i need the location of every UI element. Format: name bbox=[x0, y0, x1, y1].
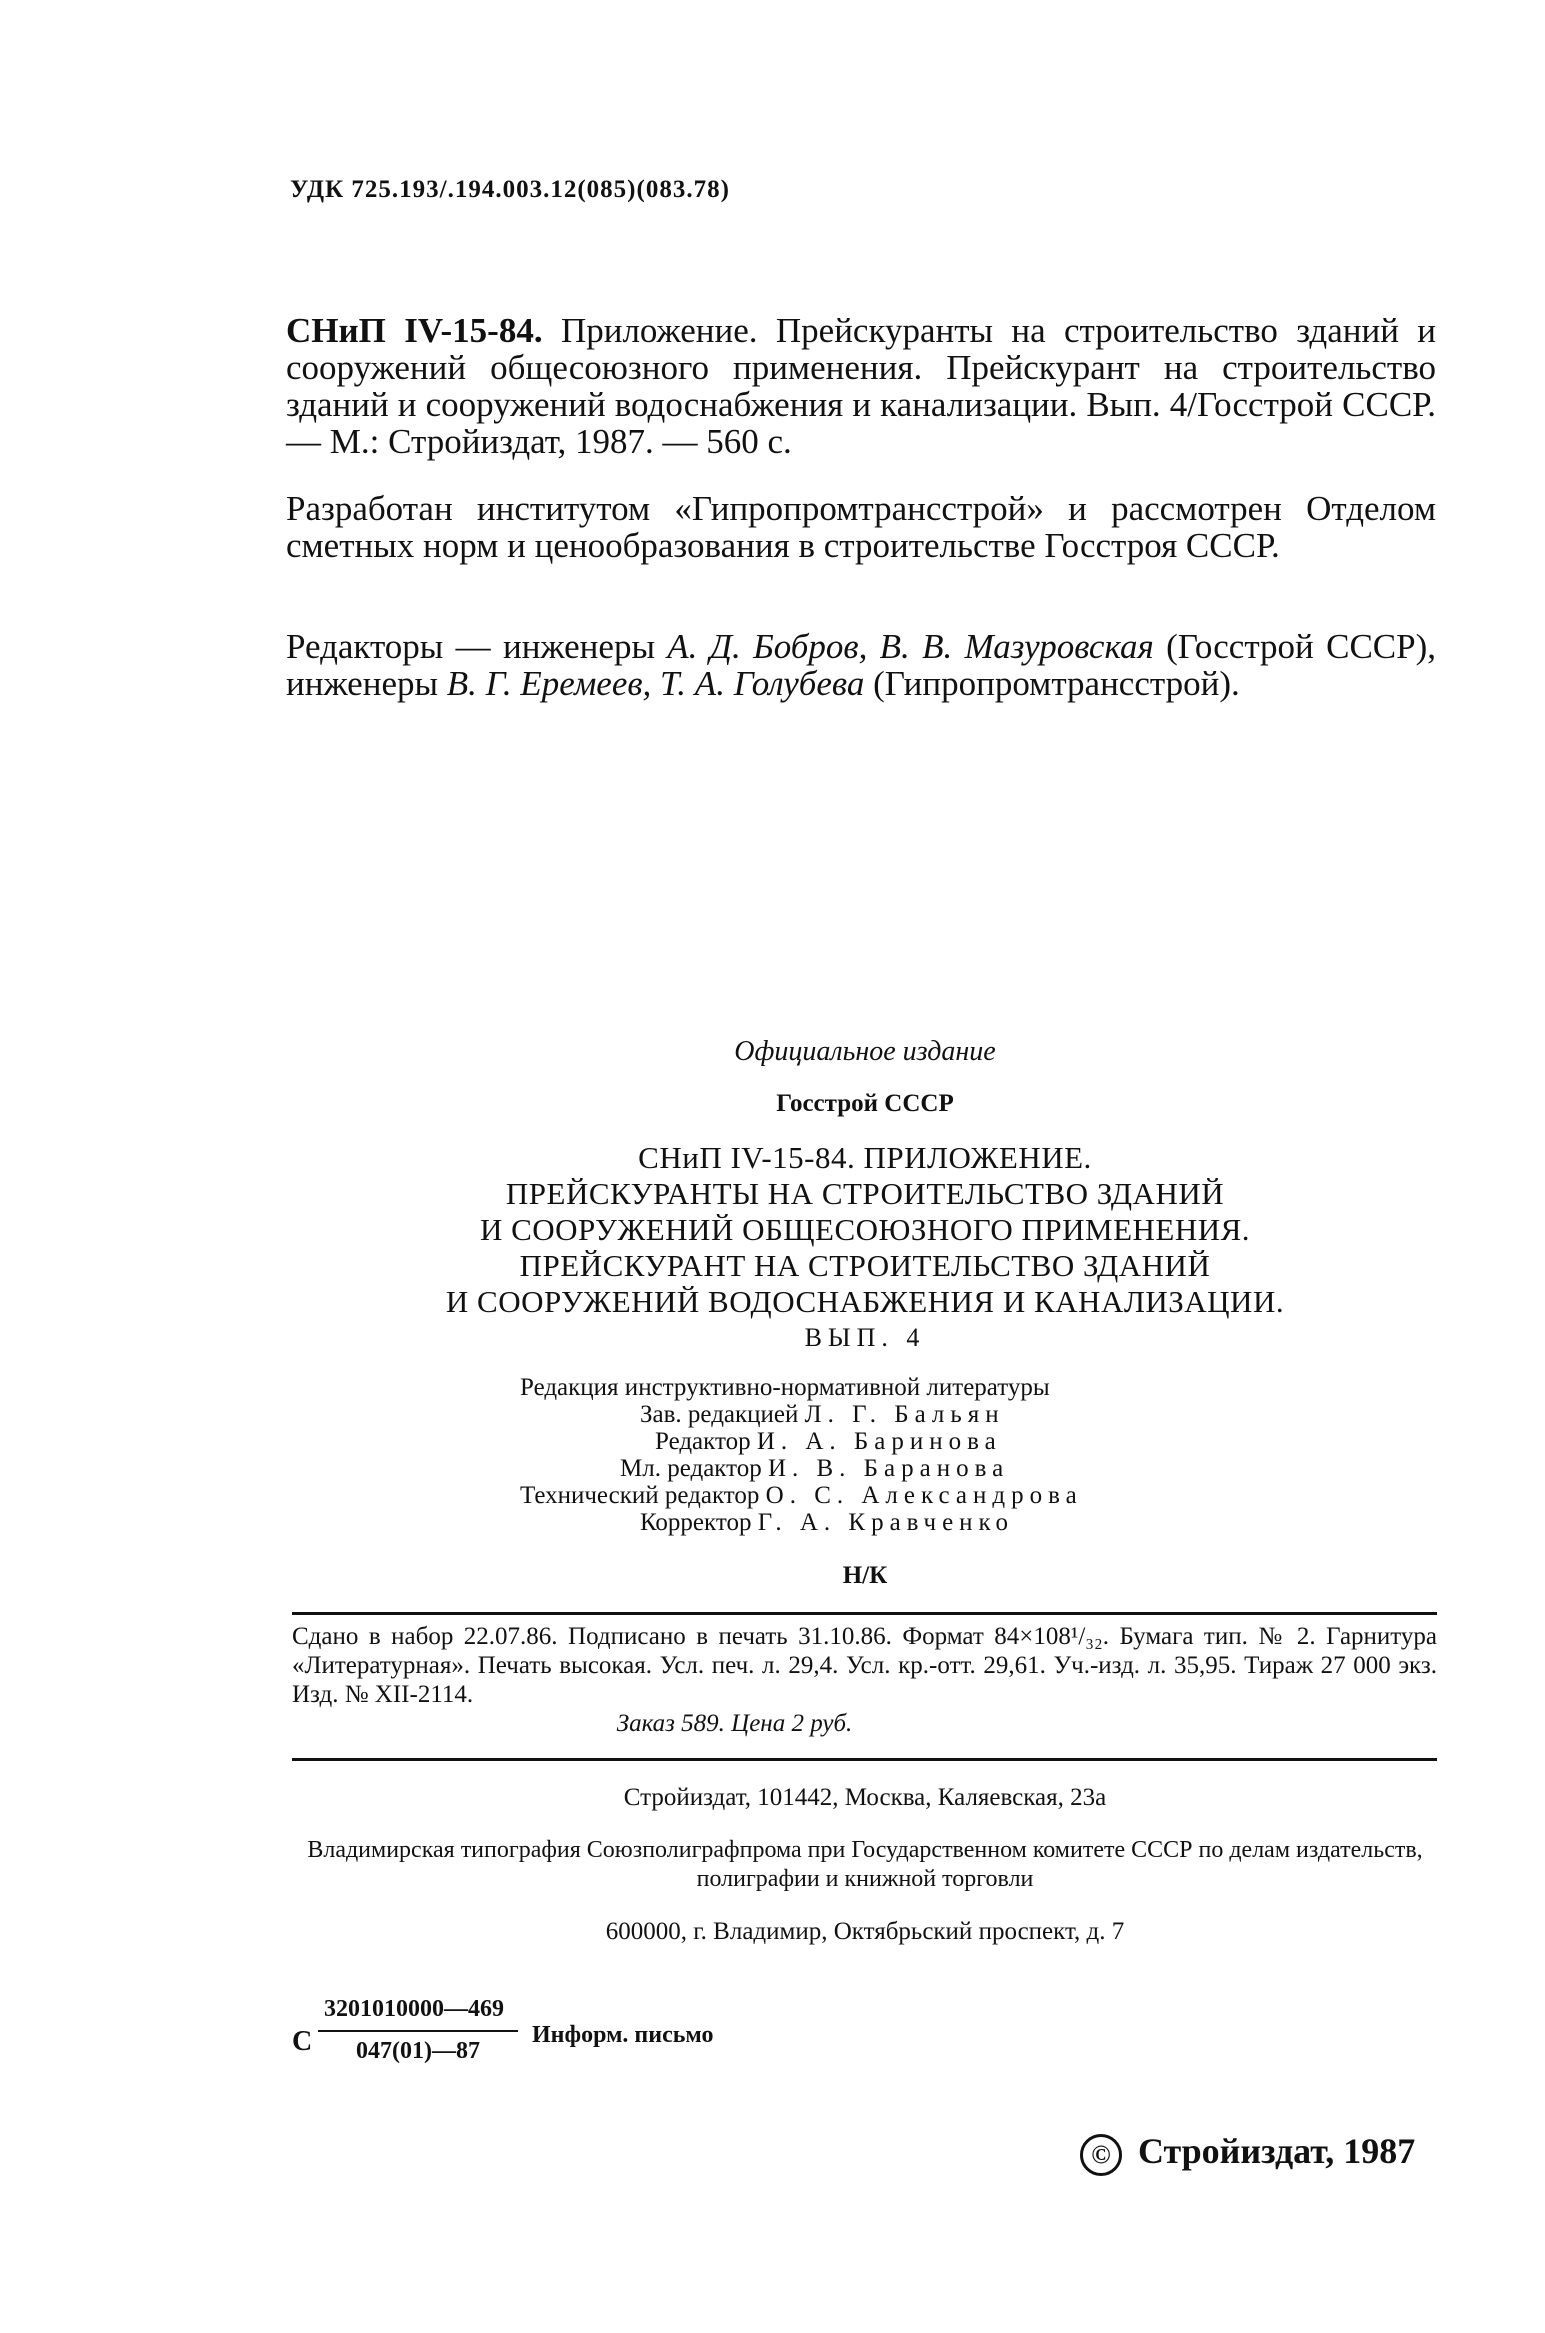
official-edition-label: Официальное издание bbox=[734, 1036, 996, 1067]
bibliographic-text: Приложение. Прейскуранты на строительство зданий и сооружений общесоюзного применения. Прейскурант на строительство зданий и сооружений водоснабжения и канализации. Вып. 4/Госстрой СССР. — М.: Стройиздат, 1987. — 560 с. bbox=[286, 311, 1436, 461]
role-label: Технический редактор bbox=[520, 1482, 760, 1509]
divider-bottom bbox=[292, 1758, 1437, 1761]
copyright bbox=[1080, 2130, 1415, 2176]
person-name: Г. А. Кравченко bbox=[757, 1509, 1014, 1536]
developer-statement: Разработан институтом «Гипропромтрансстрой» и рассмотрен Отделом сметных норм и ценообразования в строительстве Госстроя СССР. bbox=[286, 489, 1436, 565]
corrector bbox=[520, 1509, 1240, 1536]
printing-house: Владимирская типография Союзполиграфпрома при Государственном комитете СССР по делам издательств, полиграфии и книжной торговли bbox=[307, 1837, 1423, 1892]
imprint-details bbox=[292, 1622, 1437, 1738]
role-label: Мл. редактор bbox=[620, 1455, 762, 1482]
nk-mark: Н/К bbox=[842, 1562, 888, 1589]
editors-suffix: (Гипропромтрансстрой). bbox=[873, 664, 1240, 703]
copyright-text: Стройиздат, 1987 bbox=[1138, 2131, 1416, 2171]
role-label: Корректор bbox=[640, 1509, 752, 1536]
technical-editor bbox=[520, 1482, 1240, 1509]
classification-code bbox=[292, 1996, 812, 2086]
divider-top bbox=[292, 1612, 1437, 1615]
gosstroi-label: Госстрой СССР bbox=[776, 1090, 954, 1117]
copyright-icon: © bbox=[1080, 2134, 1122, 2176]
code-note: Информ. письмо bbox=[532, 2022, 714, 2048]
fraction-line bbox=[318, 2030, 518, 2032]
person-name: И. В. Баранова bbox=[767, 1455, 1010, 1482]
udk-code: УДК 725.193/.194.003.12(085)(083.78) bbox=[290, 176, 730, 203]
role-label: Редактор bbox=[655, 1428, 751, 1455]
bibliographic-description bbox=[286, 312, 1436, 460]
title-line: ПРЕЙСКУРАНТЫ НА СТРОИТЕЛЬСТВО ЗДАНИЙ bbox=[505, 1176, 1225, 1211]
code-letter: С bbox=[292, 2026, 313, 2057]
title-line: СНиП IV-15-84. ПРИЛОЖЕНИЕ. bbox=[638, 1140, 1092, 1175]
publisher-address: Стройиздат, 101442, Москва, Каляевская, 23а bbox=[623, 1784, 1107, 1811]
editors-names-2: В. Г. Еремеев, Т. А. Голубева bbox=[446, 664, 865, 703]
order-price: Заказ 589. Цена 2 руб. bbox=[616, 1710, 853, 1737]
role-label: Зав. редакцией bbox=[640, 1401, 799, 1428]
editors-statement bbox=[286, 628, 1436, 702]
editorial-staff bbox=[520, 1374, 1240, 1536]
issue-number: ВЫП. 4 bbox=[804, 1323, 926, 1352]
person-name: Л. Г. Бальян bbox=[804, 1401, 1005, 1428]
editors-prefix: Редакторы — инженеры bbox=[286, 627, 655, 666]
editorial-office: Редакция инструктивно-нормативной литературы bbox=[520, 1374, 1050, 1401]
snip-code: СНиП IV-15-84. bbox=[286, 311, 543, 350]
code-numerator: 3201010000—469 bbox=[324, 1996, 504, 2022]
junior-editor bbox=[520, 1455, 1240, 1482]
title-block bbox=[290, 1140, 1440, 1356]
imprint-text: Сдано в набор 22.07.86. Подписано в печать 31.10.86. Формат 84×108¹/₃₂. Бумага тип. № 2. Гарнитура «Литературная». Печать высокая. Усл. печ. л. 29,4. Усл. кр.-отт. 29,61. Уч.-изд. л. 35,95. Тираж 27 000 экз. Изд. № XII-2114. bbox=[292, 1623, 1437, 1708]
editors-mid: (Госстрой СССР), инженеры bbox=[286, 627, 1436, 703]
title-line: И СООРУЖЕНИЙ ВОДОСНАБЖЕНИЯ И КАНАЛИЗАЦИИ. bbox=[445, 1284, 1285, 1319]
editor bbox=[520, 1428, 1240, 1455]
title-line: ПРЕЙСКУРАНТ НА СТРОИТЕЛЬСТВО ЗДАНИЙ bbox=[519, 1248, 1211, 1283]
person-name: О. С. Александрова bbox=[765, 1482, 1083, 1509]
person-name: И. А. Баринова bbox=[756, 1428, 1002, 1455]
printing-address: 600000, г. Владимир, Октябрьский проспект, д. 7 bbox=[605, 1918, 1125, 1945]
title-line: И СООРУЖЕНИЙ ОБЩЕСОЮЗНОГО ПРИМЕНЕНИЯ. bbox=[479, 1212, 1251, 1247]
editors-names-1: А. Д. Бобров, В. В. Мазуровская bbox=[667, 627, 1154, 666]
head-of-office bbox=[520, 1401, 1240, 1428]
code-denominator: 047(01)—87 bbox=[356, 2038, 480, 2064]
